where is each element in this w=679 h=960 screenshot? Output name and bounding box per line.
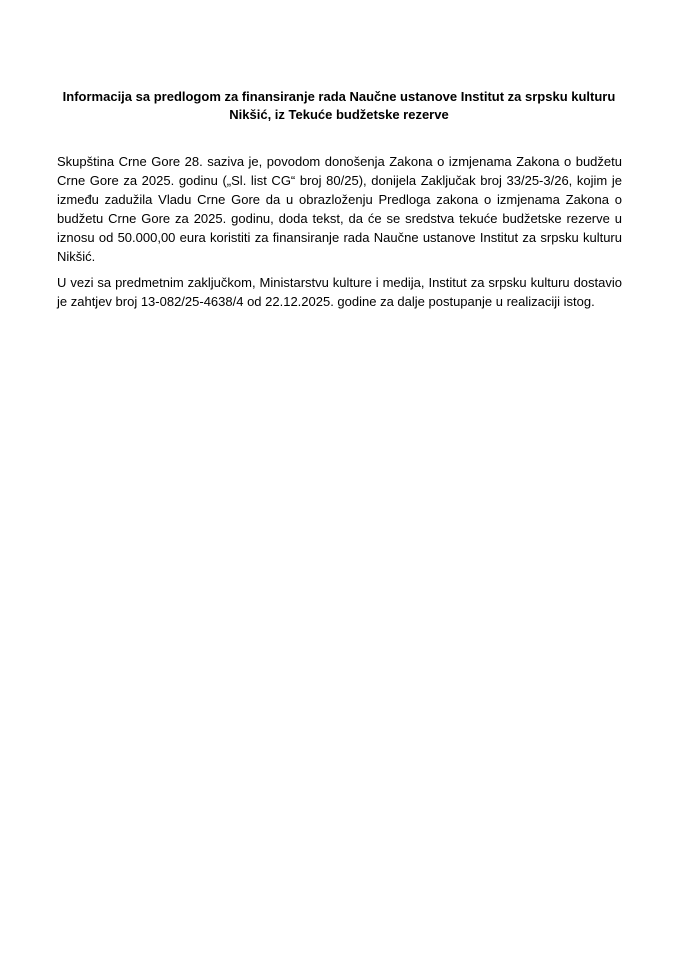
body-paragraph-2: U vezi sa predmetnim zaključkom, Ministarstvu kulture i medija, Institut za srpsku kulturu dostavio je zahtjev broj 13-082/25-4638/4 od 22.12.2025. godine za dalje postupanje u realizaciji istog.: [57, 275, 622, 309]
document-body: [57, 152, 622, 311]
document-title: Informacija sa predlogom za finansiranje rada Naučne ustanove Institut za srpsku kulturu Nikšić, iz Tekuće budžetske rezerve: [62, 89, 616, 122]
body-paragraph-1: Skupština Crne Gore 28. saziva je, povodom donošenja Zakona o izmjenama Zakona o budžetu Crne Gore za 2025. godinu („Sl. list CG“ broj 80/25), donijela Zaključak broj 33/25-3/26, kojim je između zadužila Vladu Crne Gore da u obrazloženju Predloga zakona o izmjenama Zakona o budžetu Crne Gore za 2025. godinu, doda tekst, da će se sredstva tekuće budžetske rezerve u iznosu od 50.000,00 eura koristiti za finansiranje rada Naučne ustanove Institut za srpsku kulturu Nikšić.: [57, 154, 622, 264]
